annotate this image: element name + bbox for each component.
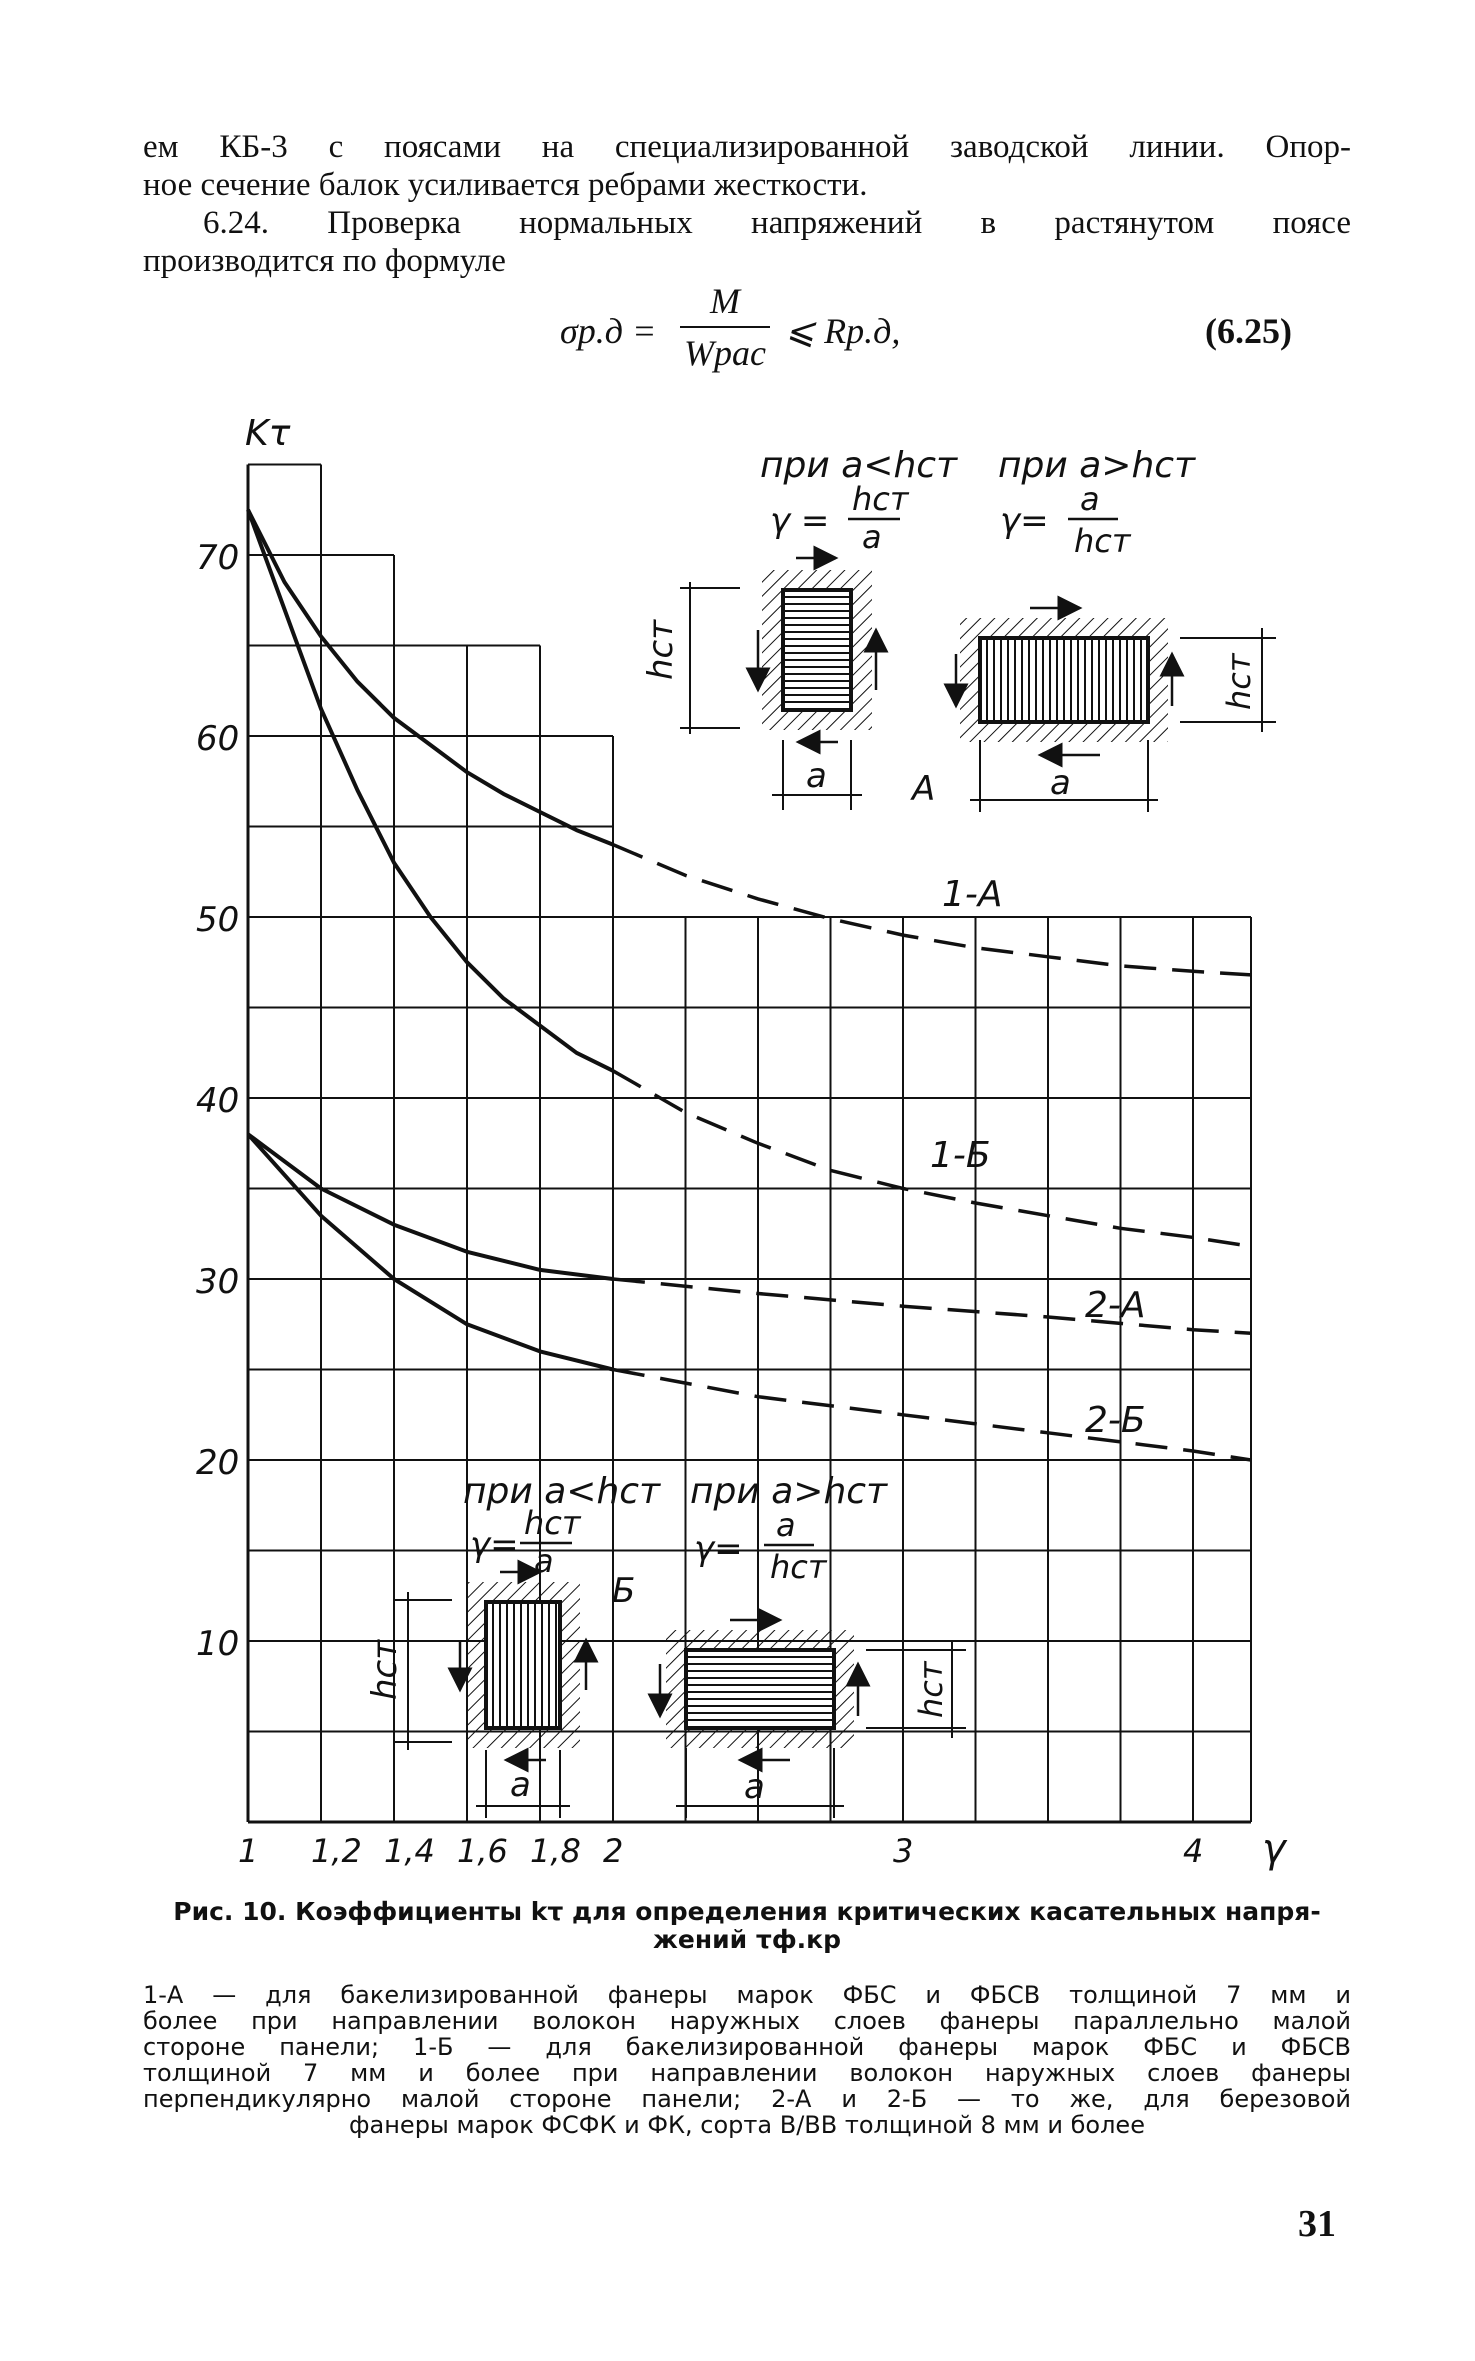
inset-bottom-right xyxy=(660,1471,966,1818)
legend-line: 1-А — для бакелизированной фанеры марок ФБС и ФБСВ толщиной 7 мм и xyxy=(143,1981,1351,2009)
legend-line: фанеры марок ФСФК и ФК, сорта В/ВВ толщиной 8 мм и более xyxy=(349,2111,1145,2139)
text-line: 6.24. Проверка нормальных напряжений в растянутом поясе xyxy=(203,205,1351,241)
text-line: производится по формуле xyxy=(143,243,506,279)
figure-caption xyxy=(143,1898,1351,1954)
y-tick-label: 60 xyxy=(196,719,240,759)
formula-num: hст xyxy=(524,1504,581,1542)
formula-den: a xyxy=(534,1542,554,1580)
inset-bottom-left xyxy=(365,1471,661,1818)
series-2-А-solid xyxy=(248,1134,613,1279)
formula-prefix: γ = xyxy=(770,501,830,541)
formula-denominator: Wрас xyxy=(684,333,766,373)
series-1-А-solid xyxy=(248,510,613,845)
text-line: ем КБ-3 с поясами на специализированной заводской линии. Опор- xyxy=(143,129,1351,165)
case-b-label: Б xyxy=(612,1571,636,1611)
formula-num: a xyxy=(776,1506,796,1544)
series-label-1a: 1-А xyxy=(942,874,1003,915)
dim-a-label: a xyxy=(1050,763,1071,803)
x-tick-label: 1,2 xyxy=(311,1832,362,1870)
inset-top-left xyxy=(641,445,958,810)
x-tick-label: 1,6 xyxy=(457,1832,508,1870)
formula-prefix: γ= xyxy=(694,1529,743,1569)
formula-den: hст xyxy=(1074,522,1131,560)
x-axis-label: γ xyxy=(1262,1826,1286,1872)
y-tick-label: 10 xyxy=(196,1624,240,1664)
dim-h-label: hст xyxy=(641,619,681,680)
y-tick-label: 50 xyxy=(196,900,240,940)
x-tick-label: 1 xyxy=(238,1832,259,1870)
equation-number: (6.25) xyxy=(1205,311,1292,351)
legend-line: толщиной 7 мм и более при направлении волокон наружных слоев фанеры xyxy=(143,2059,1351,2087)
series-1-Б-solid xyxy=(248,510,613,1071)
dim-h-label: hст xyxy=(912,1661,950,1718)
caption-line: жений τф.кр xyxy=(653,1925,841,1954)
condition-label: при a>hст xyxy=(690,1471,888,1512)
plywood-panel xyxy=(686,1650,834,1728)
formula-lhs: σр.д = xyxy=(560,311,657,351)
inset-top-right xyxy=(956,445,1276,812)
x-tick-label: 1,4 xyxy=(384,1832,435,1870)
x-tick-labels xyxy=(238,1832,1203,1870)
x-tick-label: 3 xyxy=(893,1832,914,1870)
series-label-1b: 1-Б xyxy=(930,1135,991,1176)
y-tick-label: 30 xyxy=(196,1262,240,1302)
page-number: 31 xyxy=(1298,2203,1336,2245)
dim-a-label: a xyxy=(510,1765,531,1805)
formula-prefix: γ= xyxy=(1000,501,1049,541)
formula-den: a xyxy=(862,518,882,556)
formula-num: hст xyxy=(852,480,909,518)
series-label-2a: 2-А xyxy=(1085,1285,1146,1326)
formula-den: hст xyxy=(770,1548,827,1586)
series-1-А-dashed xyxy=(613,845,1251,975)
x-tick-label: 1,8 xyxy=(530,1832,581,1870)
formula-num: a xyxy=(1080,480,1100,518)
condition-label: при a<hст xyxy=(463,1471,661,1512)
dim-a-label: a xyxy=(806,756,827,796)
y-tick-label: 70 xyxy=(196,538,240,578)
legend-line: более при направлении волокон наружных слоев фанеры параллельно малой xyxy=(143,2007,1351,2035)
legend-line: стороне панели; 1-Б — для бакелизированной фанеры марок ФБС и ФБСВ xyxy=(143,2033,1351,2061)
y-tick-labels xyxy=(196,538,239,1664)
x-tick-label: 4 xyxy=(1183,1832,1204,1870)
condition-label: при a<hст xyxy=(760,445,958,486)
dim-h-label: hст xyxy=(365,1639,405,1700)
y-tick-label: 40 xyxy=(196,1081,240,1121)
case-a-label: А xyxy=(912,769,936,809)
legend-line: перпендикулярно малой стороне панели; 2-А и 2-Б — то же, для березовой xyxy=(143,2085,1351,2113)
dim-h-label: hст xyxy=(1220,653,1258,710)
series-2-А-dashed xyxy=(613,1279,1251,1333)
x-tick-label: 2 xyxy=(603,1832,624,1870)
formula-numerator: M xyxy=(710,281,740,321)
formula-rhs: ⩽ Rр.д, xyxy=(785,311,901,351)
text-line: ное сечение балок усиливается ребрами жесткости. xyxy=(143,167,868,203)
y-tick-label: 20 xyxy=(196,1443,240,1483)
y-axis-label: Kτ xyxy=(245,413,291,454)
formula-prefix: γ= xyxy=(470,1525,519,1565)
condition-label: при a>hст xyxy=(998,445,1196,486)
figure-legend xyxy=(143,1982,1351,2138)
dim-a-label: a xyxy=(744,1767,765,1807)
series-label-2b: 2-Б xyxy=(1085,1400,1146,1441)
series-2-Б-dashed xyxy=(613,1370,1251,1461)
series-2-Б-solid xyxy=(248,1134,613,1369)
caption-line: Рис. 10. Коэффициенты kτ для определения критических касательных напря- xyxy=(173,1897,1321,1926)
plywood-panel xyxy=(783,590,851,710)
